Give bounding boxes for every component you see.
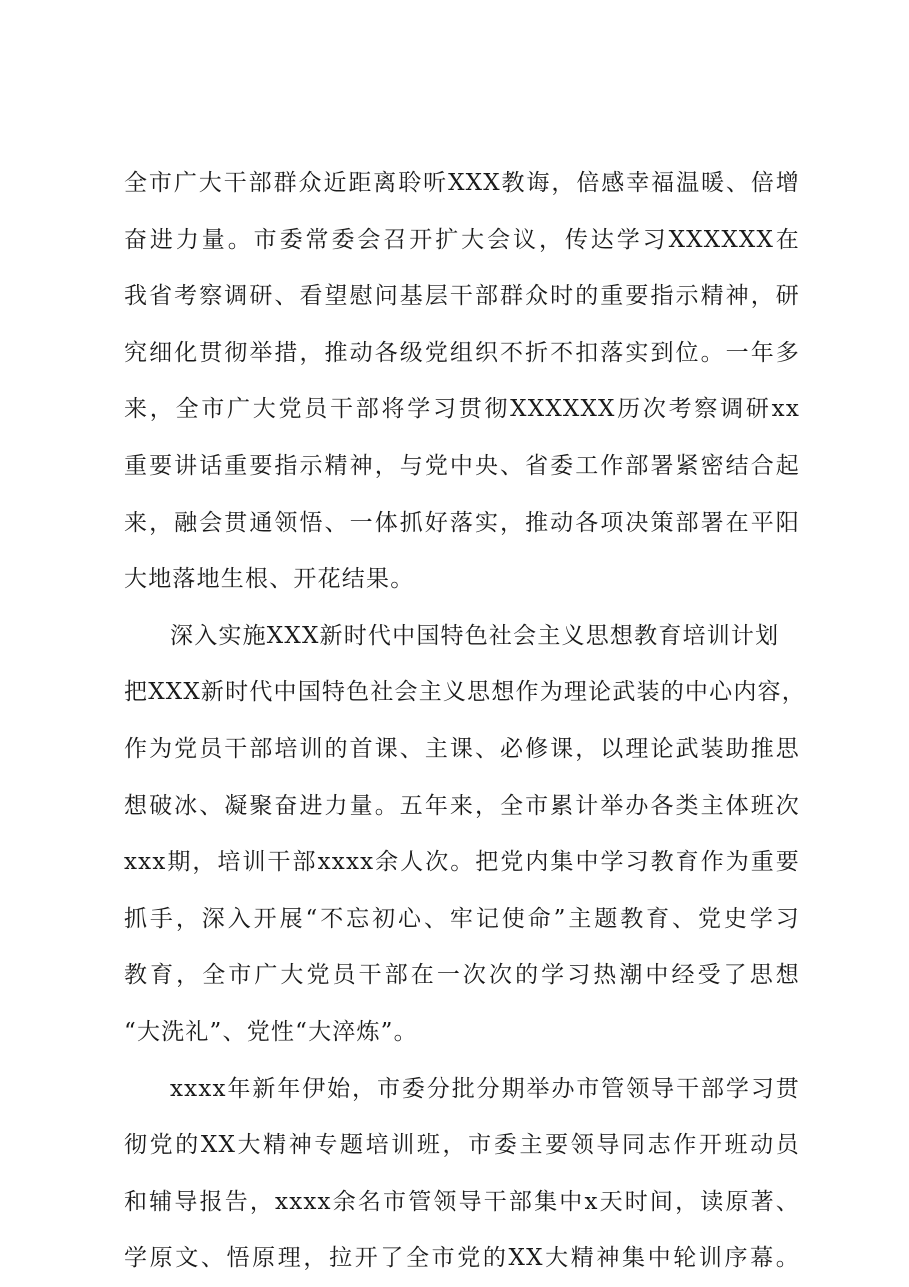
text-line: 全市广大干部群众近距离聆听XXX教诲，倍感幸福温暖、倍增 [124,170,800,196]
text-line: xxxx年新年伊始，市委分批分期举办市管领导干部学习贯 [170,1075,800,1102]
paragraph-2 [124,608,806,1061]
text-line: 彻党的XX大精神专题培训班，市委主要领导同志作开班动员 [124,1132,800,1159]
text-line: 抓手，深入开展“不忘初心、牢记使命”主题教育、党史学习 [124,905,800,932]
text-line: 重要讲话重要指示精神，与党中央、省委工作部署紧密结合起 [124,452,800,479]
text-line: 我省考察调研、看望慰问基层干部群众时的重要指示精神，研 [124,283,800,310]
paragraph-3 [124,1061,800,1287]
text-line: xxx期，培训干部xxxx余人次。把党内集中学习教育作为重要 [124,849,800,876]
text-line: 来，融会贯通领悟、一体抓好落实，推动各项决策部署在平阳 [124,509,800,536]
text-line: 作为党员干部培训的首课、主课、必修课，以理论武装助推思 [124,735,800,762]
text-line: 究细化贯彻举措，推动各级党组织不折不扣落实到位。一年多 [124,339,800,366]
text-line: 教育，全市广大党员干部在一次次的学习热潮中经受了思想 [124,962,800,989]
text-line: 大地落地生根、开花结果。 [124,566,415,593]
text-line: 奋进力量。市委常委会召开扩大会议，传达学习XXXXXX在 [124,226,800,253]
document-body [124,155,806,1287]
text-line: 想破冰、凝聚奋进力量。五年来，全市累计举办各类主体班次 [124,792,800,819]
text-line: 把XXX新时代中国特色社会主义思想作为理论武装的中心内容， [124,679,806,706]
text-line: 学原文、悟原理，拉开了全市党的XX大精神集中轮训序幕。 [124,1245,800,1272]
text-line: 和辅导报告，xxxx余名市管领导干部集中x天时间，读原著、 [124,1188,800,1215]
text-line: 来，全市广大党员干部将学习贯彻XXXXXX历次考察调研xx [124,396,800,423]
paragraph-1 [124,155,800,608]
text-line: “大洗礼”、党性“大淬炼”。 [124,1018,418,1045]
text-line: 深入实施XXX新时代中国特色社会主义思想教育培训计划 [170,622,780,649]
